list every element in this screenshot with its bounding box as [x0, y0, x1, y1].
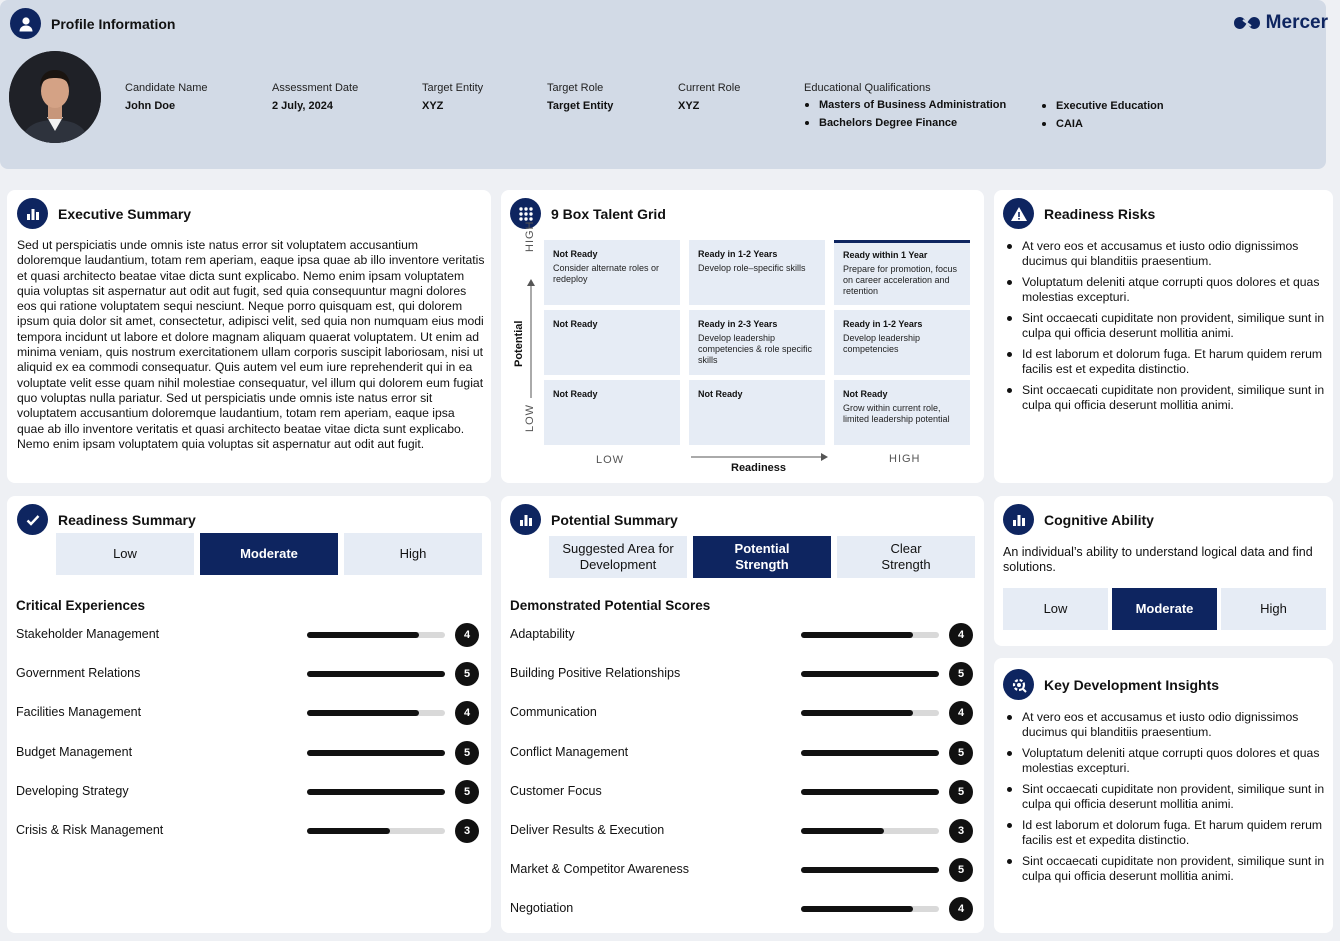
field-target-entity: Target Entity XYZ — [422, 82, 484, 112]
readiness-risks-title: Readiness Risks — [1044, 205, 1156, 222]
score-bar-track — [801, 710, 939, 716]
grid-box-7[interactable]: Not Ready — [544, 380, 680, 445]
score-row — [16, 780, 481, 804]
grid-box-2[interactable]: Ready in 1-2 Years Develop role–specific skills — [689, 240, 825, 305]
score-label: Deliver Results & Execution — [510, 823, 665, 837]
score-badge: 4 — [949, 701, 973, 725]
grid-box-4[interactable]: Not Ready — [544, 310, 680, 375]
field-assessment-date: Assessment Date 2 July, 2024 — [272, 82, 359, 112]
score-row — [510, 623, 975, 647]
score-bar-track — [307, 671, 445, 677]
score-badge: 4 — [949, 897, 973, 921]
profile-title: Profile Information — [51, 15, 176, 32]
score-bar-fill — [307, 750, 445, 756]
x-axis-low: LOW — [596, 454, 625, 466]
score-bar-track — [307, 789, 445, 795]
cognitive-level-selector — [1003, 588, 1326, 630]
score-row — [16, 701, 481, 725]
critical-experiences-title: Critical Experiences — [16, 598, 146, 613]
list-item: Voluptatum deleniti atque corrupti quos dolores et quas molestias excepturi. — [1004, 275, 1328, 305]
score-label: Communication — [510, 705, 597, 720]
readiness-level-selector — [56, 533, 482, 575]
score-badge: 5 — [949, 780, 973, 804]
score-label: Negotiation — [510, 901, 574, 916]
grid-box-1[interactable]: Not Ready Consider alternate roles or redeploy — [544, 240, 680, 305]
score-row — [16, 623, 481, 647]
score-label: Government Relations — [16, 666, 141, 681]
field-candidate-name: Candidate Name John Doe — [125, 82, 208, 112]
grid-box-9[interactable]: Not Ready Grow within current role, limited leadership potential — [834, 380, 970, 445]
score-bar-fill — [307, 632, 419, 638]
development-insights-title: Key Development Insights — [1044, 676, 1220, 693]
mercer-logo — [1233, 12, 1328, 34]
score-badge: 4 — [455, 701, 479, 725]
score-badge: 4 — [455, 623, 479, 647]
gear-icon — [1003, 669, 1034, 700]
score-row — [510, 819, 975, 843]
readiness-risks-card — [994, 190, 1333, 483]
score-bar-fill — [307, 671, 445, 677]
readiness-summary-title: Readiness Summary — [58, 511, 196, 528]
grid-box-5[interactable]: Ready in 2-3 Years Develop leadership competencies & role specific skills — [689, 310, 825, 375]
executive-summary-card — [7, 190, 491, 483]
score-bar-fill — [307, 789, 445, 795]
field-education-2 — [1041, 95, 1164, 136]
check-icon — [17, 504, 48, 535]
score-label: Budget Management — [16, 744, 133, 759]
score-row — [510, 741, 975, 765]
level-moderate[interactable]: Moderate — [1112, 588, 1217, 630]
grid-box-8[interactable]: Not Ready — [689, 380, 825, 445]
score-label: Market & Competitor Awareness — [510, 862, 690, 877]
education-item: CAIA — [1041, 118, 1164, 130]
score-bar-fill — [801, 828, 884, 834]
development-insights-card — [994, 658, 1333, 933]
education-item: Executive Education — [1041, 100, 1164, 112]
user-icon — [10, 8, 41, 39]
score-row — [16, 662, 481, 686]
score-bar-fill — [801, 671, 939, 677]
list-item: Sint occaecati cupiditate non provident, similique sunt in culpa qui officia deserunt mollitia animi. — [1004, 311, 1328, 341]
profile-panel — [0, 0, 1326, 169]
score-badge: 5 — [949, 741, 973, 765]
talent-grid-title: 9 Box Talent Grid — [551, 205, 666, 222]
y-axis-high: HIGH — [524, 220, 536, 252]
bar-chart-icon — [1003, 504, 1034, 535]
potential-level-selector — [549, 536, 975, 578]
list-item: Sint occaecati cupiditate non provident, similique sunt in culpa qui officia deserunt mollitia animi. — [1004, 854, 1328, 884]
score-bar-fill — [801, 750, 939, 756]
score-bar-fill — [801, 789, 939, 795]
score-badge: 5 — [455, 662, 479, 686]
score-row — [510, 780, 975, 804]
score-label: Building Positive Relationships — [510, 666, 681, 681]
score-label: Crisis & Risk Management — [16, 823, 164, 837]
level-potential-strength[interactable]: Potential Strength — [693, 536, 831, 578]
level-clear-strength[interactable]: Clear Strength — [837, 536, 975, 578]
list-item: Sint occaecati cupiditate non provident, similique sunt in culpa qui officia deserunt mollitia animi. — [1004, 383, 1328, 413]
avatar — [9, 51, 101, 143]
level-suggested-area[interactable]: Suggested Area for Development — [549, 536, 687, 578]
score-badge: 5 — [949, 662, 973, 686]
list-item: Voluptatum deleniti atque corrupti quos dolores et quas molestias excepturi. — [1004, 746, 1328, 776]
grid-box-3[interactable]: Ready within 1 Year Prepare for promotion, focus on career acceleration and retention — [834, 240, 970, 305]
executive-summary-title: Executive Summary — [58, 205, 192, 222]
score-bar-track — [801, 671, 939, 677]
y-axis-label: Potential — [513, 320, 525, 367]
score-label: Facilities Management — [16, 705, 142, 720]
score-bar-track — [801, 828, 939, 834]
score-bar-fill — [801, 867, 939, 873]
level-high[interactable]: High — [1221, 588, 1326, 630]
list-item: Sint occaecati cupiditate non provident, similique sunt in culpa qui officia deserunt mollitia animi. — [1004, 782, 1328, 812]
score-bar-fill — [801, 710, 913, 716]
potential-scores-title: Demonstrated Potential Scores — [510, 598, 711, 613]
score-row — [16, 819, 481, 843]
score-label: Developing Strategy — [16, 783, 129, 798]
score-bar-track — [801, 789, 939, 795]
score-bar-track — [307, 710, 445, 716]
education-item: Masters of Business Administration — [804, 99, 1034, 111]
level-low[interactable]: Low — [1003, 588, 1108, 630]
score-badge: 5 — [455, 741, 479, 765]
score-bar-track — [801, 750, 939, 756]
field-current-role: Current Role XYZ — [678, 82, 741, 112]
score-bar-track — [801, 632, 939, 638]
score-row — [510, 858, 975, 882]
list-item: Id est laborum et dolorum fuga. Et harum quidem rerum facilis est et expedita distinctio. — [1004, 818, 1328, 848]
cognitive-ability-title: Cognitive Ability — [1044, 511, 1154, 528]
talent-grid-card — [501, 190, 984, 483]
brand-name: Mercer — [1265, 12, 1328, 33]
grid-box-6[interactable]: Ready in 1-2 Years Develop leadership competencies — [834, 310, 970, 375]
level-high[interactable]: High — [344, 533, 482, 575]
mercer-logo-icon — [1233, 15, 1261, 31]
readiness-summary-card — [7, 496, 491, 933]
list-item: Id est laborum et dolorum fuga. Et harum quidem rerum facilis est et expedita distinctio. — [1004, 347, 1328, 377]
field-education: Educational Qualifications Masters of Business Administration Bachelors Degree Finance — [804, 82, 1034, 135]
potential-summary-title: Potential Summary — [551, 511, 678, 528]
score-row — [510, 662, 975, 686]
x-axis-arrow — [691, 452, 829, 462]
insights-list — [1004, 710, 1328, 890]
list-item: At vero eos et accusamus et iusto odio dignissimos ducimus qui blanditiis praesentium. — [1004, 710, 1328, 740]
score-label: Customer Focus — [510, 783, 602, 798]
score-badge: 4 — [949, 623, 973, 647]
bar-chart-icon — [510, 504, 541, 535]
score-bar-fill — [801, 632, 913, 638]
education-item: Bachelors Degree Finance — [804, 117, 1034, 129]
y-axis-low: LOW — [524, 403, 536, 432]
warning-icon — [1003, 198, 1034, 229]
score-label: Conflict Management — [510, 744, 629, 759]
score-row — [16, 741, 481, 765]
risks-list — [1004, 239, 1328, 419]
score-badge: 5 — [455, 780, 479, 804]
level-moderate[interactable]: Moderate — [200, 533, 338, 575]
score-bar-track — [801, 867, 939, 873]
score-badge: 3 — [455, 819, 479, 843]
score-bar-fill — [801, 906, 913, 912]
score-bar-track — [307, 828, 445, 834]
score-row — [510, 897, 975, 921]
bar-chart-icon — [17, 198, 48, 229]
x-axis-high: HIGH — [889, 453, 921, 465]
score-label: Stakeholder Management — [16, 627, 160, 641]
score-badge: 3 — [949, 819, 973, 843]
score-badge: 5 — [949, 858, 973, 882]
score-bar-fill — [307, 710, 419, 716]
cognitive-ability-card — [994, 496, 1333, 646]
score-bar-track — [307, 750, 445, 756]
score-bar-track — [307, 632, 445, 638]
score-label: Adaptability — [510, 627, 575, 641]
cognitive-description: An individual’s ability to understand logical data and find solutions. — [1003, 545, 1313, 575]
score-bar-track — [801, 906, 939, 912]
level-low[interactable]: Low — [56, 533, 194, 575]
x-axis-label: Readiness — [731, 462, 787, 474]
executive-summary-text: Sed ut perspiciatis unde omnis iste natus error sit voluptatem accusantium doloremque laudantium, totam rem aperiam, eaque ipsa quae ab illo inventore veritatis et quasi architecto beatae vitae dicta sunt explicabo. Nemo enim ipsam voluptatem quia voluptas sit aspernatur aut odit aut fugit, sed quia consequuntur magni dolores eos qui ratione voluptatem sequi nesciunt. Neque porro quisquam est, qui dolorem ipsum quia dolor sit amet, consectetur, adipisci velit, sed quia non numquam eius modi tempora incidunt ut labore et dolore magnam aliquam quaerat voluptatem. Ut enim ad minima veniam, quis nostrum exercitationem ullam corporis suscipit laboriosam, nisi ut aliquid ex ea commodi consequatur. Quis autem vel eum iure reprehenderit qui in ea voluptate velit esse quam nihil molestiae consequatur, vel illum qui dolorem eum fugiat quo voluptas nulla pariatur. Sed ut perspiciatis unde omnis iste natus error sit voluptatem accusantium doloremque laudantium, totam rem aperiam, eaque ipsa quae ab illo inventore veritatis et quasi architecto beatae vitae dicta sunt explicabo. Nemo enim ipsam voluptatem quia voluptas sit aspernatur aut odit aut fugit. — [17, 238, 485, 451]
list-item: At vero eos et accusamus et iusto odio dignissimos ducimus qui blanditiis praesentium. — [1004, 239, 1328, 269]
score-bar-fill — [307, 828, 390, 834]
potential-summary-card — [501, 496, 984, 933]
score-row — [510, 701, 975, 725]
field-target-role: Target Role Target Entity — [547, 82, 614, 112]
y-axis-arrow — [526, 278, 536, 398]
